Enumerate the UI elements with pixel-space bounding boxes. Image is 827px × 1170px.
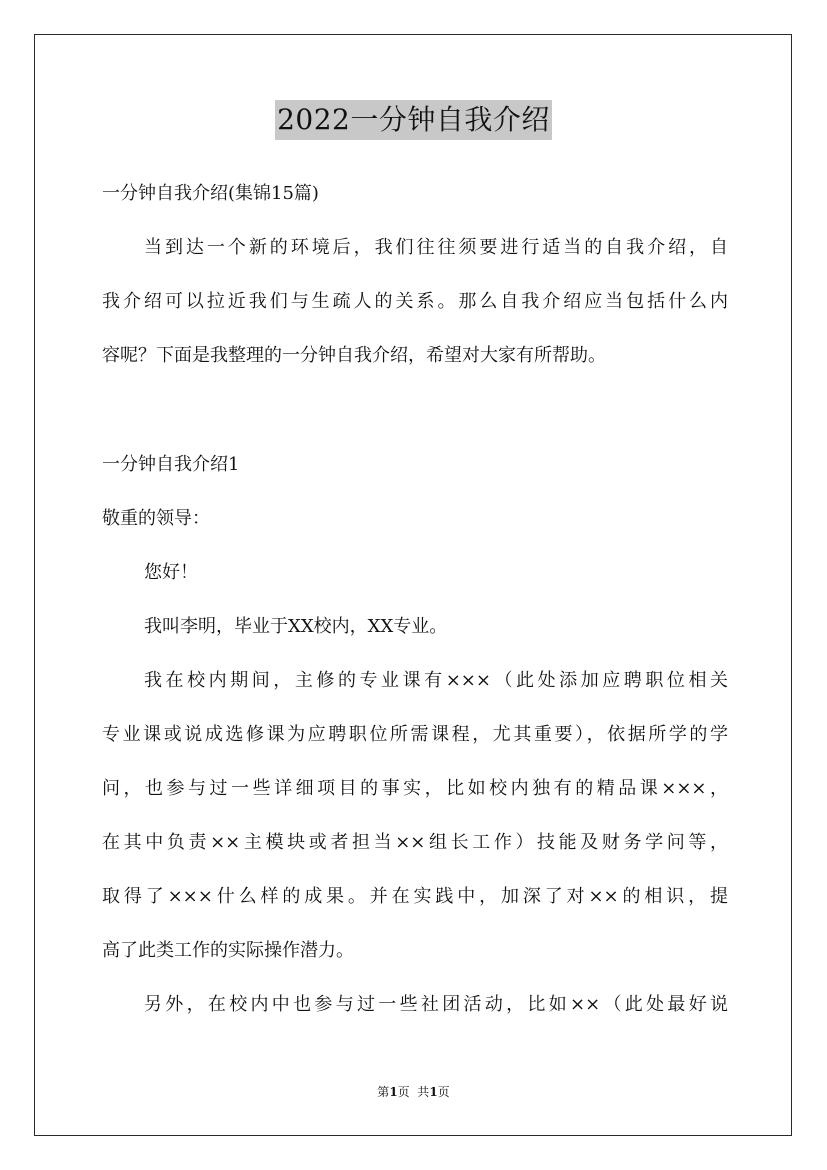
- salutation: 敬重的领导：: [102, 508, 210, 529]
- page-prefix: 第: [377, 1085, 390, 1099]
- name-line: 我叫李明，毕业于XX校内，XX专业。: [144, 616, 448, 637]
- page-footer: [0, 1084, 827, 1100]
- paragraph-line: 问，也参与过一些详细项目的事实，比如校内独有的精品课×××，: [102, 778, 728, 799]
- paragraph-line: 取得了×××什么样的成果。并在实践中，加深了对××的相识，提: [102, 886, 728, 907]
- page-mid: 页 共: [397, 1085, 430, 1099]
- greeting: 您好！: [144, 562, 198, 583]
- intro-line: 容呢？下面是我整理的一分钟自我介绍，希望对大家有所帮助。: [102, 345, 606, 366]
- page-current: 1: [389, 1085, 398, 1099]
- title-container: [0, 100, 827, 140]
- intro-line: 我介绍可以拉近我们与生疏人的关系。那么自我介绍应当包括什么内: [102, 291, 728, 312]
- section-heading: 一分钟自我介绍1: [102, 454, 240, 475]
- paragraph-line: 另外，在校内中也参与过一些社团活动，比如××（此处最好说: [144, 994, 728, 1015]
- paragraph-line: 高了此类工作的实际操作潜力。: [102, 940, 354, 961]
- page-total: 1: [429, 1085, 438, 1099]
- paragraph-line: 在其中负责××主模块或者担当××组长工作）技能及财务学问等，: [102, 832, 728, 853]
- paragraph-line: 专业课或说成选修课为应聘职位所需课程，尤其重要），依据所学的学: [102, 724, 728, 745]
- paragraph-line: 我在校内期间，主修的专业课有×××（此处添加应聘职位相关: [144, 670, 728, 691]
- page-suffix: 页: [437, 1085, 450, 1099]
- document-title: 2022一分钟自我介绍: [275, 100, 552, 140]
- document-subtitle: 一分钟自我介绍(集锦15篇): [102, 183, 319, 204]
- intro-line: 当到达一个新的环境后，我们往往须要进行适当的自我介绍，自: [144, 237, 728, 258]
